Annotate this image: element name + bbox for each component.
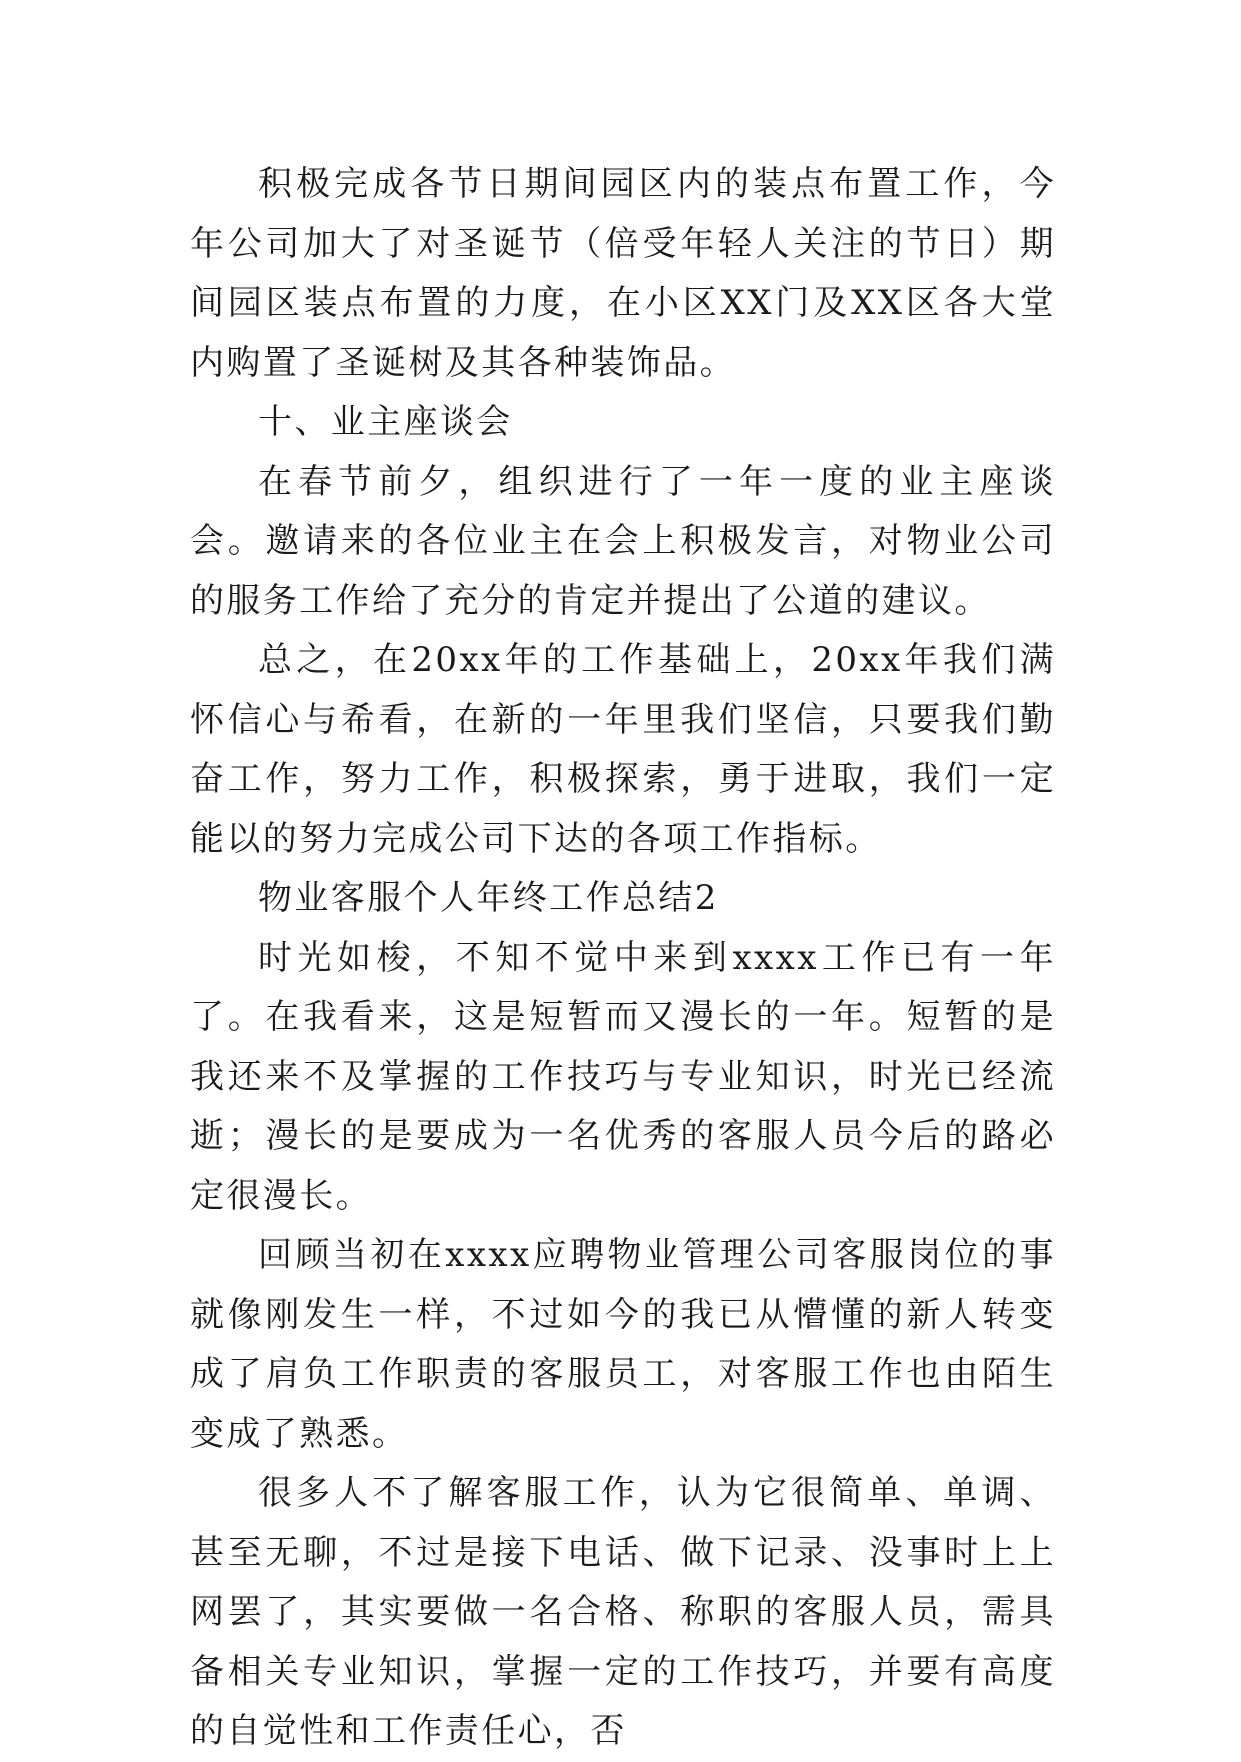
paragraph-time-flies: 时光如梭，不知不觉中来到xxxx工作已有一年了。在我看来，这是短暂而又漫长的一年。短暂的是我还来不及掌握的工作技巧与专业知识，时光已经流逝；漫长的是要成为一名优秀的客服人员今后的路必定很漫长。 [190,937,1056,1216]
paragraph-conclusion: 总之，在20xx年的工作基础上，20xx年我们满怀信心与希看，在新的一年里我们坚信，只要我们勤奋工作，努力工作，积极探索，勇于进取，我们一定能以的努力完成公司下达的各项工作指标。 [190,640,1056,859]
document-page [190,155,1056,1762]
paragraph-owner-meeting: 在春节前夕，组织进行了一年一度的业主座谈会。邀请来的各位业主在会上积极发言，对物业公司的服务工作给了充分的肯定并提出了公道的建议。 [190,461,1056,621]
paragraph-looking-back: 回顾当初在xxxx应聘物业管理公司客服岗位的事就像刚发生一样，不过如今的我已从懵懂的新人转变成了肩负工作职责的客服员工，对客服工作也由陌生变成了熟悉。 [190,1235,1056,1454]
section-heading-summary-2: 物业客服个人年终工作总结2 [258,878,719,918]
paragraph-customer-service: 很多人不了解客服工作，认为它很简单、单调、甚至无聊，不过是接下电话、做下记录、没事时上上网罢了，其实要做一名合格、称职的客服人员，需具备相关专业知识，掌握一定的工作技巧，并要有高度的自觉性和工作责任心，否 [190,1473,1056,1751]
section-heading-owner-meeting: 十、业主座谈会 [258,402,513,442]
paragraph-decoration-work: 积极完成各节日期间园区内的装点布置工作，今年公司加大了对圣诞节（倍受年轻人关注的节日）期间园区装点布置的力度，在小区XX门及XX区各大堂内购置了圣诞树及其各种装饰品。 [190,164,1056,383]
